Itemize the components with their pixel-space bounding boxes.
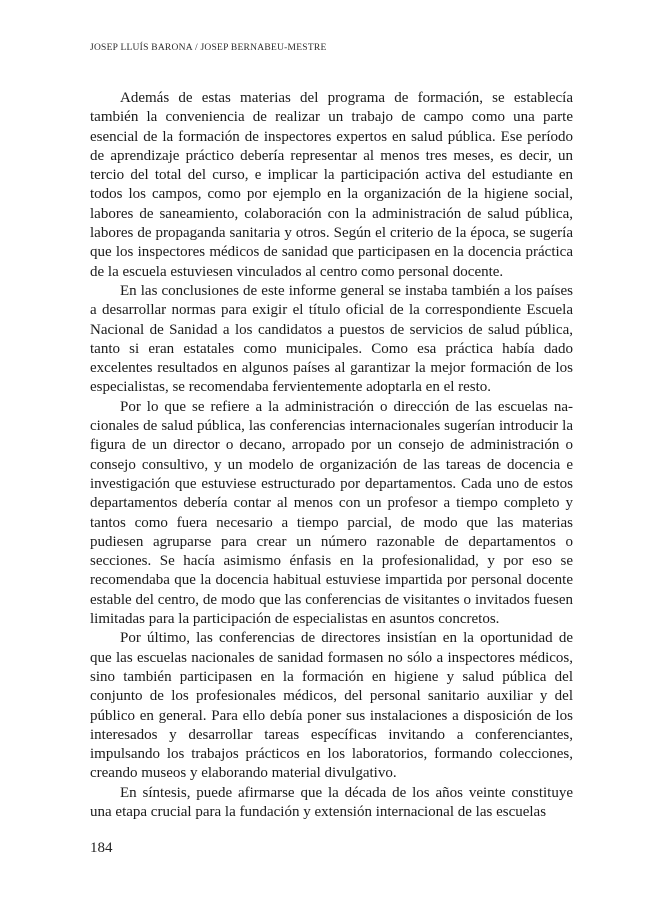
paragraph: En síntesis, puede afirmarse que la década de los años veinte constituye una etapa crucial para la fundación y extensión internacional de las escuelas: [90, 784, 573, 820]
body-text: [90, 89, 573, 822]
paragraph: En las conclusiones de este informe general se instaba también a los países a desarrollar normas para exigir el título oficial de la correspondiente Escuela Nacional de Sanidad a los candidatos a puestos de servicios de salud pública, tanto si eran estatales como municipales. Como esa práctica había dado excelentes resultados en algunos países al garantizar la mejor formación de los especialistas, se recomendaba fervientemente adoptarla en el resto.: [90, 282, 573, 396]
paragraph: Por último, las conferencias de directores insistían en la oportunidad de que las escuelas nacionales de sanidad formasen no sólo a inspectores médicos, sino también participasen en la formación en higiene y salud pública del conjunto de los profesionales médicos, del personal sanitario auxiliar y del público en general. Para ello debía poner sus instalaciones a disposición de los interesados y desarrollar tareas específicas invitando a conferenciantes, impulsando los trabajos prácticos en los laboratorios, formando colecciones, creando museos y elaborando material divulgativo.: [90, 630, 573, 782]
page-number: 184: [90, 840, 113, 856]
paragraph: Además de estas materias del programa de formación, se establecía también la conveniencia de realizar un trabajo de campo como una parte esencial de la formación de inspectores expertos en salud pública. Ese período de aprendizaje práctico debería representar al menos tres meses, es decir, un tercio del total del curso, e implicar la participación activa del estudiante en todos los campos, como por ejemplo en la organización de la higiene social, labores de saneamiento, colaboración con la administración de salud pública, labores de propaganda sanitaria y otros. Según el criterio de la época, se sugería que los inspectores médicos de sanidad que participasen en la docencia práctica de la escuela estuviesen vinculados al centro como personal docente.: [90, 90, 573, 280]
running-head: JOSEP LLUÍS BARONA / JOSEP BERNABEU-MESTRE: [90, 43, 327, 53]
paragraph: Por lo que se refiere a la administración o dirección de las escuelas nacionales de salud pública, las conferencias internacionales sugerían introducir la figura de un director o decano, arropado por un consejo de administración o consejo consultivo, y un modelo de organización de las tareas de docencia e investigación que estuviese estructurado por departamentos. Cada uno de estos departamentos debería contar al menos con un profesor a tiempo completo y tantos como fuera necesario a tiempo parcial, de modo que las materias pudiesen agruparse para crear un número razonable de departamentos o secciones. Se hacía asimismo énfasis en la profesionalidad, y por eso se recomendaba que la docencia habitual estuviese impartida por personal docente estable del centro, de modo que las conferencias de visitantes o invitados fuesen limitadas para la participación de especialistas en asuntos concretos.: [90, 398, 573, 628]
